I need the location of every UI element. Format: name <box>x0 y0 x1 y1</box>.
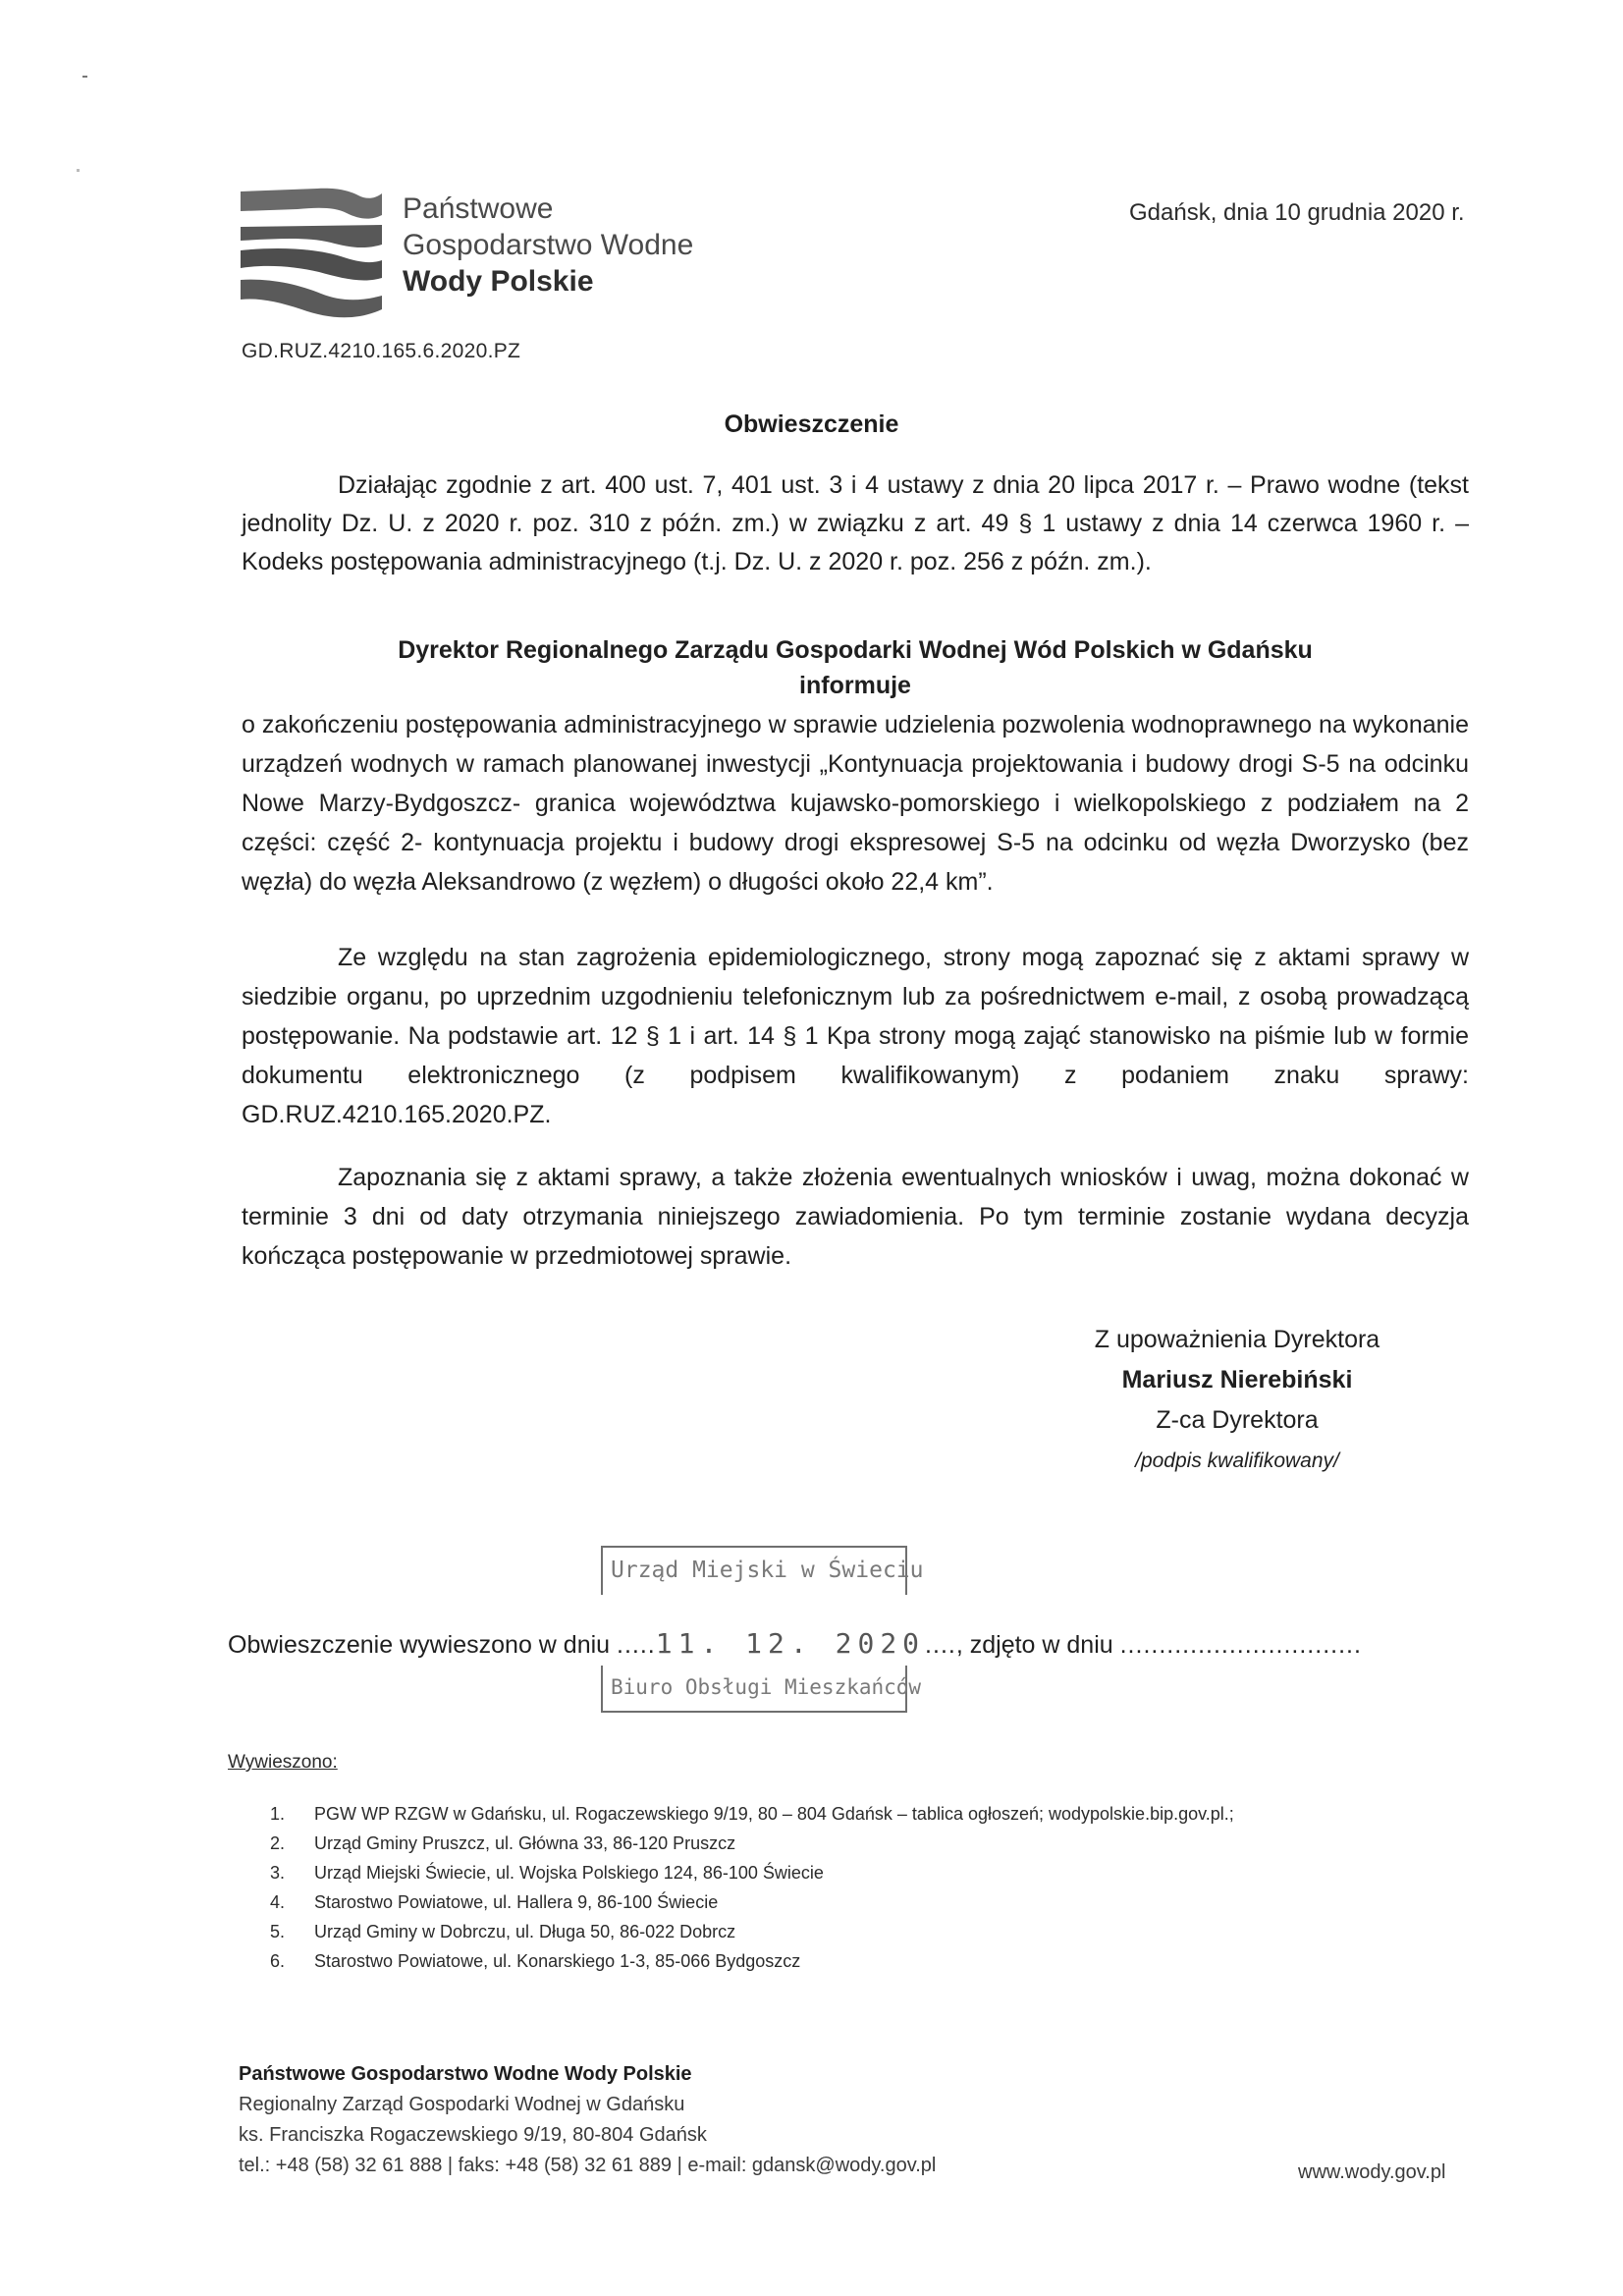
signatory-name: Mariusz Nierebiński <box>1121 1366 1353 1394</box>
posted-locations-list <box>270 1799 1234 1976</box>
list-item-text: Starostwo Powiatowe, ul. Konarskiego 1-3, 85-066 Bydgoszcz <box>314 1951 801 1971</box>
list-item-text: PGW WP RZGW w Gdańsku, ul. Rogaczewskiego 9/19, 80 – 804 Gdańsk – tablica ogłoszeń; wodypolskie.bip.gov.pl.; <box>314 1804 1234 1824</box>
body-paragraph-3: Zapoznania się z aktami sprawy, a także złożenia ewentualnych wniosków i uwag, można dokonać w terminie 3 dni od daty otrzymania niniejszego zawiadomienia. Po tym terminie zostanie wydana decyzja kończąca postępowanie w przedmiotowej sprawie. <box>242 1164 1469 1270</box>
scan-speck <box>82 76 87 78</box>
posting-dots-1: ..... <box>617 1631 656 1659</box>
intro-paragraph: Działając zgodnie z art. 400 ust. 7, 401 ust. 3 i 4 ustawy z dnia 20 lipca 2017 r. – Prawo wodne (tekst jednolity Dz. U. z 2020 r. poz. 310 z późn. zm.) w związku z art. 49 § 1 ustawy z dnia 14 czerwca 1960 r. – Kodeks postępowania administracyjnego (t.j. Dz. U. z 2020 r. poz. 256 z późn. zm.). <box>242 471 1469 575</box>
footer-contact: tel.: +48 (58) 32 61 888 | faks: +48 (58) 32 61 889 | e-mail: gdansk@wody.gov.pl <box>239 2155 937 2176</box>
org-name-line2: Gospodarstwo Wodne <box>403 229 694 261</box>
posted-location-item <box>270 1917 1234 1946</box>
wody-polskie-logo-icon <box>239 186 383 321</box>
removal-label: , zdjęto w dniu <box>955 1631 1120 1659</box>
footer-website: www.wody.gov.pl <box>1298 2161 1446 2183</box>
office-stamp-bottom <box>601 1666 922 1713</box>
list-item-number: 6. <box>270 1951 286 1971</box>
list-item-number: 5. <box>270 1922 286 1941</box>
list-item-text: Urząd Gminy w Dobrczu, ul. Długa 50, 86-022 Dobrcz <box>314 1922 736 1941</box>
posted-location-item <box>270 1887 1234 1917</box>
footer-org: Państwowe Gospodarstwo Wodne Wody Polskie <box>239 2063 692 2085</box>
list-item-text: Starostwo Powiatowe, ul. Hallera 9, 86-100 Świecie <box>314 1892 719 1912</box>
footer-address <box>239 2059 936 2181</box>
body-paragraph-1: o zakończeniu postępowania administracyjnego w sprawie udzielenia pozwolenia wodnoprawnego na wykonanie urządzeń wodnych w ramach planowanej inwestycji „Kontynuacja projektowania i budowy drogi S-5 na odcinku Nowe Marzy-Bydgoszcz- granica województwa kujawsko-pomorskiego i wielkopolskiego z podziałem na 2 części: część 2- kontynuacja projektu i budowy drogi ekspresowej S-5 na odcinku od węzła Dworzysko (bez węzła) do węzła Aleksandrowo (z węzłem) o długości około 22,4 km”. <box>242 711 1469 896</box>
list-item-text: Urząd Miejski Świecie, ul. Wojska Polskiego 124, 86-100 Świecie <box>314 1863 824 1883</box>
posted-location-item <box>270 1799 1234 1829</box>
org-name-line3: Wody Polskie <box>403 265 594 298</box>
scan-speck <box>77 169 80 172</box>
authority-line: Dyrektor Regionalnego Zarządu Gospodarki Wodnej Wód Polskich w Gdańsku <box>398 636 1313 664</box>
footer-region: Regionalny Zarząd Gospodarki Wodnej w Gdańsku <box>239 2094 685 2115</box>
posted-list-heading: Wywieszono: <box>228 1752 338 1773</box>
list-item-number: 2. <box>270 1833 286 1853</box>
stamp-department: Biuro Obsługi Mieszkańców <box>611 1675 922 1699</box>
stamp-date: 11. 12. 2020 <box>655 1627 926 1660</box>
body-paragraph-2: Ze względu na stan zagrożenia epidemiologicznego, strony mogą zapoznać się z aktami sprawy w siedzibie organu, po uprzednim uzgodnieniu telefonicznym lub za pośrednictwem e-mail, z osobą prowadzącą postępowanie. Na podstawie art. 12 § 1 i art. 14 § 1 Kpa strony mogą zająć stanowisko na piśmie lub w formie dokumentu elektronicznego (z podpisem kwalifikowanym) z podaniem znaku sprawy: GD.RUZ.4210.165.2020.PZ. <box>242 944 1469 1128</box>
posting-label: Obwieszczenie wywieszono w dniu <box>228 1631 618 1659</box>
informs-line: informuje <box>799 672 911 699</box>
list-item-number: 4. <box>270 1892 286 1912</box>
org-name-line1: Państwowe <box>403 192 554 225</box>
stamp-office-name: Urząd Miejski w Świeciu <box>611 1558 924 1583</box>
reference-number: GD.RUZ.4210.165.6.2020.PZ <box>242 340 521 362</box>
signatory-role: Z-ca Dyrektora <box>1156 1406 1319 1434</box>
posted-location-item <box>270 1946 1234 1976</box>
signature-authorization: Z upoważnienia Dyrektora <box>1094 1326 1380 1353</box>
posting-line: Obwieszczenie wywieszono w dniu .....11. 12. 2020...., zdjęto w dniu ............................... <box>228 1627 1362 1660</box>
list-item-number: 3. <box>270 1863 286 1883</box>
document-title: Obwieszczenie <box>724 410 899 438</box>
office-stamp-top <box>601 1546 924 1595</box>
footer-street: ks. Franciszka Rogaczewskiego 9/19, 80-804 Gdańsk <box>239 2124 707 2146</box>
signature-block <box>1060 1320 1414 1481</box>
removal-dots: ............................... <box>1119 1631 1362 1659</box>
posted-location-item <box>270 1829 1234 1858</box>
list-item-text: Urząd Gminy Pruszcz, ul. Główna 33, 86-120 Pruszcz <box>314 1833 736 1853</box>
document-date: Gdańsk, dnia 10 grudnia 2020 r. <box>1129 199 1465 226</box>
list-item-number: 1. <box>270 1804 286 1824</box>
signature-note: /podpis kwalifikowany/ <box>1135 1449 1339 1472</box>
logo-wordmark <box>403 191 693 300</box>
posted-location-item <box>270 1858 1234 1887</box>
